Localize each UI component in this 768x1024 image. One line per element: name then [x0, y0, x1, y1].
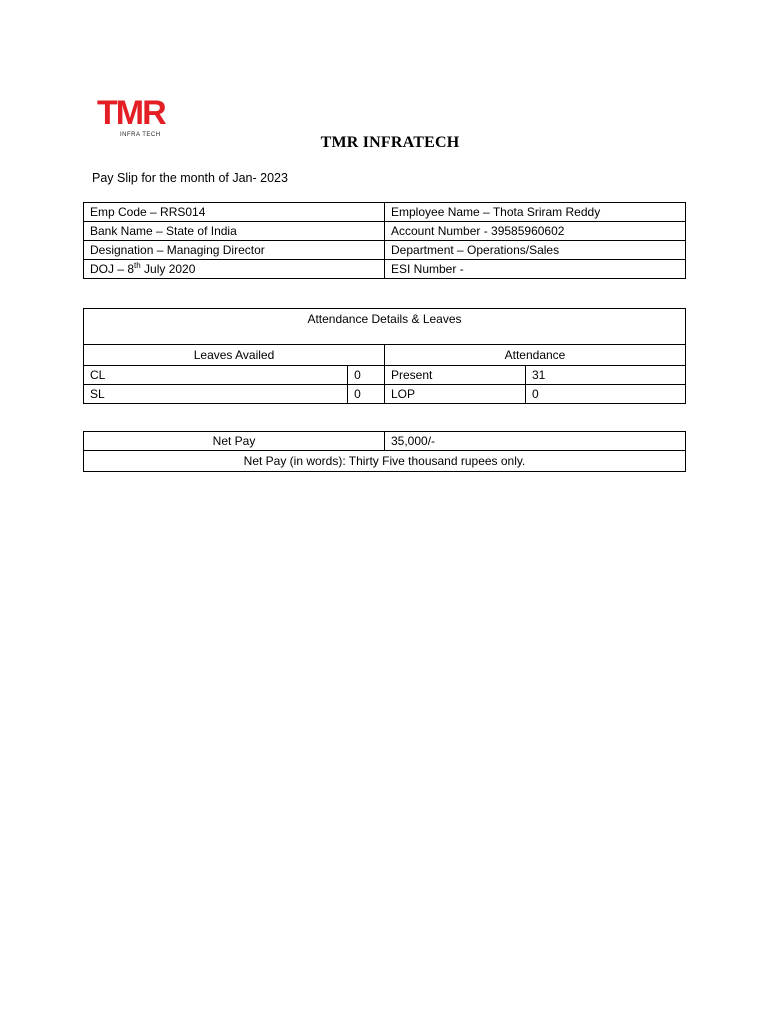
attendance-value: 0	[525, 385, 685, 404]
emp-code: Emp Code – RRS014	[84, 203, 385, 222]
esi-number: ESI Number -	[385, 260, 686, 279]
svg-text:INFRA TECH: INFRA TECH	[120, 132, 161, 138]
net-pay-value: 35,000/-	[385, 432, 686, 451]
table-row	[84, 432, 686, 451]
company-title: TMR INFRATECH	[320, 134, 460, 151]
payslip-month: Pay Slip for the month of Jan- 2023	[92, 171, 288, 185]
attendance-title: Attendance Details & Leaves	[84, 309, 686, 345]
leave-value: 0	[348, 385, 385, 404]
net-pay-in-words: Net Pay (in words): Thirty Five thousand rupees only.	[84, 451, 686, 472]
attendance-type: LOP	[384, 385, 525, 404]
department: Department – Operations/Sales	[385, 241, 686, 260]
employee-info-table	[83, 202, 686, 279]
leave-type: SL	[84, 385, 348, 404]
attendance-table	[83, 308, 686, 404]
leave-type: CL	[84, 366, 348, 385]
table-row	[84, 366, 686, 385]
leave-value: 0	[348, 366, 385, 385]
attendance-header: Attendance	[384, 345, 685, 366]
svg-text:TMR: TMR	[97, 94, 165, 132]
table-row	[84, 385, 686, 404]
attendance-value: 31	[525, 366, 685, 385]
table-row	[84, 222, 686, 241]
net-pay-label: Net Pay	[84, 432, 385, 451]
table-row	[84, 203, 686, 222]
employee-name: Employee Name – Thota Sriram Reddy	[385, 203, 686, 222]
designation: Designation – Managing Director	[84, 241, 385, 260]
account-number: Account Number - 39585960602	[385, 222, 686, 241]
table-row	[84, 309, 686, 345]
net-pay-table	[83, 431, 686, 472]
table-row	[84, 260, 686, 279]
table-row	[84, 451, 686, 472]
attendance-type: Present	[384, 366, 525, 385]
leaves-availed-header: Leaves Availed	[84, 345, 385, 366]
table-row	[84, 241, 686, 260]
bank-name: Bank Name – State of India	[84, 222, 385, 241]
date-of-joining: DOJ – 8th July 2020	[84, 260, 385, 279]
table-row	[84, 345, 686, 366]
